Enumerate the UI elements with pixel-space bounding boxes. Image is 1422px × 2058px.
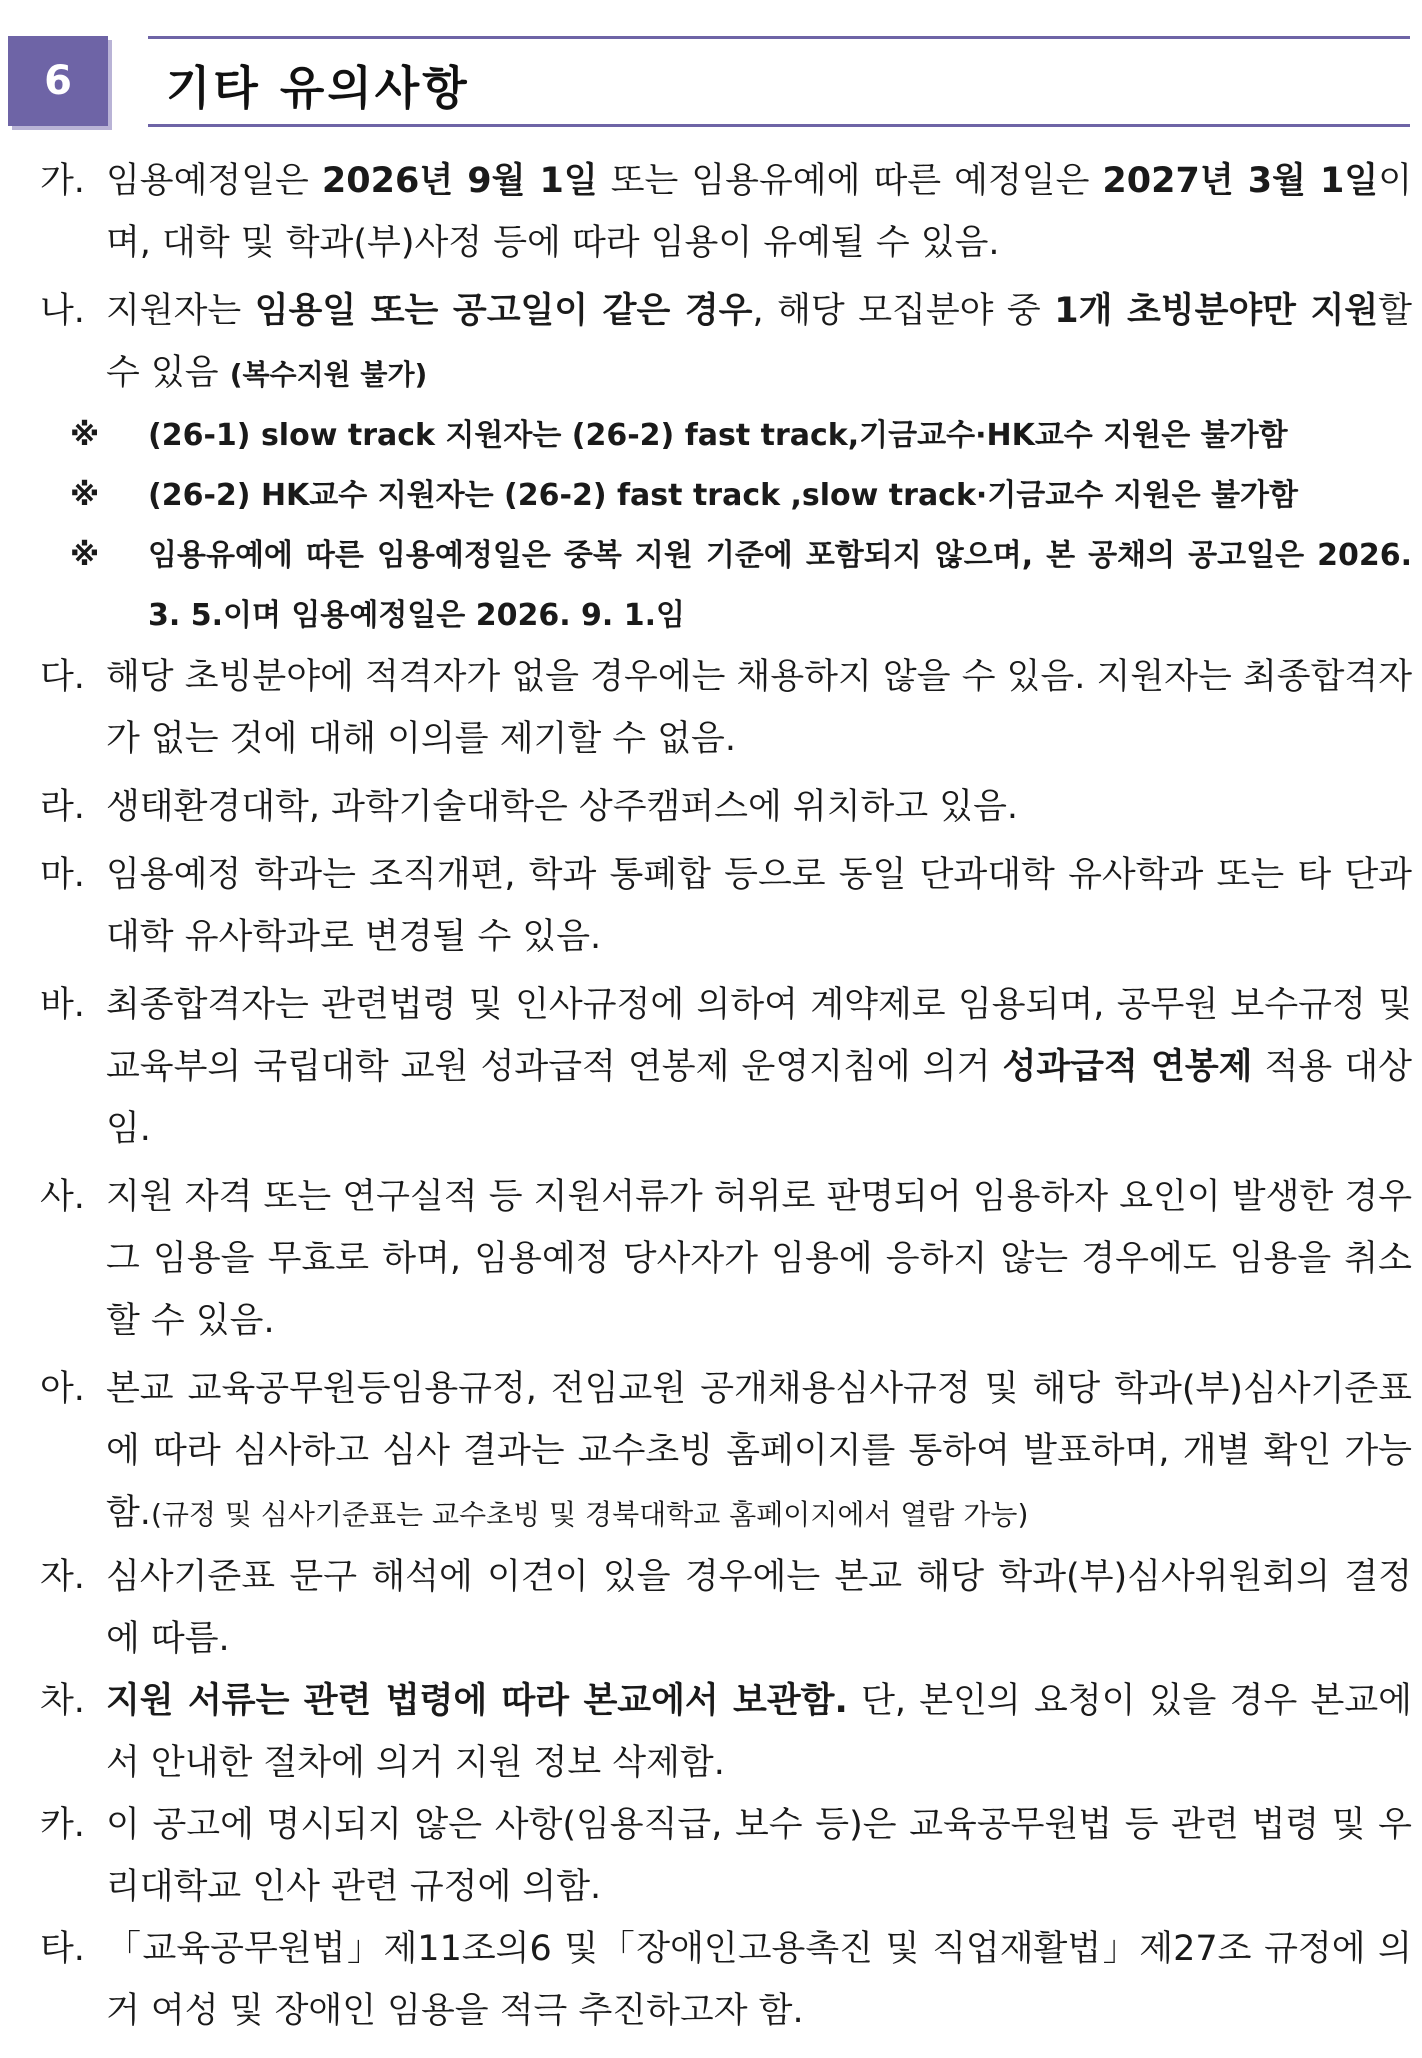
item-text: 해당 초빙분야에 적격자가 없을 경우에는 채용하지 않을 수 있음. 지원자는 최종합격자가 없는 것에 대해 이의를 제기할 수 없음. bbox=[106, 657, 1412, 759]
item-marker: 카. bbox=[40, 1805, 85, 1845]
header-rule-top bbox=[148, 36, 1410, 39]
note-marker: ※ bbox=[70, 418, 100, 453]
section-header bbox=[8, 36, 1408, 132]
item-marker: 타. bbox=[40, 1929, 85, 1969]
item-text: 이 공고에 명시되지 않은 사항(임용직급, 보수 등)은 교육공무원법 등 관련 법령 및 우리대학교 인사 관련 규정에 의함. bbox=[106, 1805, 1412, 1907]
note-text: (26-2) HK교수 지원자는 (26-2) fast track ,slow track·기금교수 지원은 불가함 bbox=[148, 478, 1299, 513]
notice-item-da bbox=[40, 646, 1412, 770]
item-marker: 사. bbox=[40, 1177, 85, 1217]
notice-item-a bbox=[40, 1358, 1412, 1546]
item-marker: 가. bbox=[40, 161, 85, 201]
item-marker: 마. bbox=[40, 855, 85, 895]
notice-item-na bbox=[40, 280, 1412, 406]
notice-note-1 bbox=[70, 406, 1412, 466]
notice-list bbox=[40, 150, 1412, 2042]
item-text: 생태환경대학, 과학기술대학은 상주캠퍼스에 위치하고 있음. bbox=[106, 787, 1019, 827]
item-text: 임용예정일은 2026년 9월 1일 또는 임용유예에 따른 예정일은 2027년 3월 1일이며, 대학 및 학과(부)사정 등에 따라 임용이 유예될 수 있음. bbox=[106, 161, 1412, 263]
item-marker: 바. bbox=[40, 985, 85, 1025]
item-text: 임용예정 학과는 조직개편, 학과 통폐합 등으로 동일 단과대학 유사학과 또는 타 단과대학 유사학과로 변경될 수 있음. bbox=[106, 855, 1412, 957]
notice-item-ra bbox=[40, 776, 1412, 838]
item-marker: 아. bbox=[40, 1369, 85, 1409]
item-text: 최종합격자는 관련법령 및 인사규정에 의하여 계약제로 임용되며, 공무원 보수규정 및 교육부의 국립대학 교원 성과급적 연봉제 운영지침에 의거 성과급적 연봉제 적용 대상임. bbox=[106, 985, 1412, 1149]
note-text: (26-1) slow track 지원자는 (26-2) fast track,기금교수·HK교수 지원은 불가함 bbox=[148, 418, 1288, 453]
notice-item-ja bbox=[40, 1546, 1412, 1670]
notice-item-ta bbox=[40, 1918, 1412, 2042]
notice-item-ba bbox=[40, 974, 1412, 1160]
notice-item-sa bbox=[40, 1166, 1412, 1352]
notice-item-ma bbox=[40, 844, 1412, 968]
item-marker: 자. bbox=[40, 1557, 85, 1597]
note-marker: ※ bbox=[70, 478, 100, 513]
item-marker: 차. bbox=[40, 1681, 85, 1721]
notice-note-2 bbox=[70, 466, 1412, 526]
section-title: 기타 유의사항 bbox=[166, 61, 470, 115]
item-text: 본교 교육공무원등임용규정, 전임교원 공개채용심사규정 및 해당 학과(부)심사기준표에 따라 심사하고 심사 결과는 교수초빙 홈페이지를 통하여 발표하며, 개별 확인 가능함.(규정 및 심사기준표는 교수초빙 및 경북대학교 홈페이지에서 열람 가능) bbox=[106, 1369, 1412, 1533]
item-marker: 라. bbox=[40, 787, 85, 827]
notice-note-3 bbox=[70, 526, 1412, 646]
item-text: 「교육공무원법」제11조의6 및「장애인고용촉진 및 직업재활법」제27조 규정에 의거 여성 및 장애인 임용을 적극 추진하고자 함. bbox=[106, 1929, 1412, 2031]
notice-item-ga bbox=[40, 150, 1412, 274]
notice-item-cha bbox=[40, 1670, 1412, 1794]
header-rule-bottom bbox=[148, 124, 1410, 127]
item-text: 심사기준표 문구 해석에 이견이 있을 경우에는 본교 해당 학과(부)심사위원회의 결정에 따름. bbox=[106, 1557, 1412, 1659]
item-marker: 다. bbox=[40, 657, 85, 697]
notice-item-ka bbox=[40, 1794, 1412, 1918]
note-marker: ※ bbox=[70, 538, 100, 573]
section-number-badge: 6 bbox=[8, 36, 108, 126]
note-text: 임용유예에 따른 임용예정일은 중복 지원 기준에 포함되지 않으며, 본 공채의 공고일은 2026. 3. 5.이며 임용예정일은 2026. 9. 1.임 bbox=[148, 538, 1412, 633]
item-text: 지원 자격 또는 연구실적 등 지원서류가 허위로 판명되어 임용하자 요인이 발생한 경우 그 임용을 무효로 하며, 임용예정 당사자가 임용에 응하지 않는 경우에도 임용을 취소할 수 있음. bbox=[106, 1177, 1412, 1341]
item-text: 지원자는 임용일 또는 공고일이 같은 경우, 해당 모집분야 중 1개 초빙분야만 지원할 수 있음 (복수지원 불가) bbox=[106, 291, 1412, 393]
item-marker: 나. bbox=[40, 291, 85, 331]
item-text: 지원 서류는 관련 법령에 따라 본교에서 보관함. 단, 본인의 요청이 있을 경우 본교에서 안내한 절차에 의거 지원 정보 삭제함. bbox=[106, 1681, 1412, 1783]
